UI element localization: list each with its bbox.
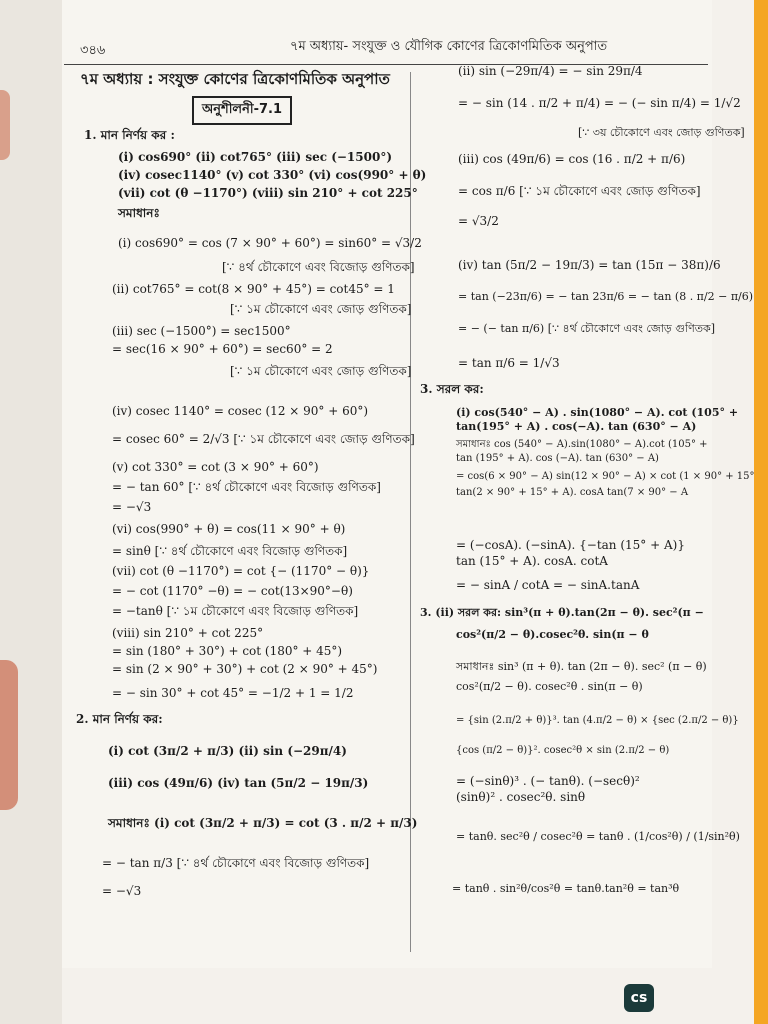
left-line: 2. মান নির্ণয় কর: — [76, 712, 163, 726]
left-line: = −√3 — [112, 500, 152, 514]
right-line: (i) cos(540° − A) . sin(1080° − A). cot (105° + — [456, 406, 739, 419]
left-line: (iii) cos (49π/6) (iv) tan (5π/2 − 19π/3) — [108, 776, 369, 790]
right-line: [∵ ৩য় চৌকোণে এবং জোড় গুণিতক] — [578, 126, 745, 139]
left-line: (i) cot (3π/2 + π/3) (ii) sin (−29π/4) — [108, 744, 347, 758]
right-line: (iv) tan (5π/2 − 19π/3) = tan (15π − 38π)/6 — [458, 258, 721, 272]
camscanner-logo: cs — [624, 984, 654, 1012]
right-line: সমাধানঃ cos (540° − A).sin(1080° − A).cot (105° + — [456, 439, 708, 450]
left-line: (i) cos690° = cos (7 × 90° + 60°) = sin60° = √3/2 — [118, 236, 422, 250]
left-line: = sin (2 × 90° + 30°) + cot (2 × 90° + 45°) — [112, 662, 378, 676]
right-line: = (−sinθ)³ . (− tanθ). (−secθ)² — [456, 774, 640, 788]
right-line: tan(2 × 90° + 15° + A). cosA tan(7 × 90° − A — [456, 487, 689, 498]
right-line: = cos(6 × 90° − A) sin(12 × 90° − A) × cot (1 × 90° + 15° — [456, 471, 755, 482]
right-line: cos²(π/2 − θ). cosec²θ . sin(π − θ) — [456, 680, 643, 693]
right-line: = tanθ . sin²θ/cos²θ = tanθ.tan²θ = tan³θ — [452, 882, 680, 895]
right-line: 3. (ii) সরল কর: sin³(π + θ).tan(2π − θ). sec²(π − — [420, 606, 704, 619]
left-line: (vii) cot (θ −1170°) = cot {− (1170° − θ)} — [112, 564, 370, 578]
page-number: ৩৪৬ — [80, 43, 106, 58]
right-line: {cos (π/2 − θ)}². cosec²θ × sin (2.π/2 − θ) — [456, 745, 670, 756]
right-line: = {sin (2.π/2 + θ)}³. tan (4.π/2 − θ) × {sec (2.π/2 − θ)} — [456, 715, 739, 726]
page-border-strip — [754, 0, 768, 1024]
right-line: = − sinA / cotA = − sinA.tanA — [456, 578, 640, 592]
right-line: (ii) sin (−29π/4) = − sin 29π/4 — [458, 64, 643, 78]
left-line: (viii) sin 210° + cot 225° — [112, 626, 264, 640]
left-line: [∵ ১ম চৌকোণে এবং জোড় গুণিতক] — [230, 302, 412, 316]
left-line: (vi) cos(990° + θ) = cos(11 × 90° + θ) — [112, 522, 346, 536]
left-line: = − cot (1170° −θ) = − cot(13×90°−θ) — [112, 584, 353, 598]
left-line: = cosec 60° = 2/√3 [∵ ১ম চৌকোণে এবং জোড় গুণিতক] — [112, 432, 415, 446]
exercise-label: অনুশীলনী-7.1 — [192, 96, 292, 125]
chapter-title: ৭ম অধ্যায় : সংযুক্ত কোণের ত্রিকোণমিতিক অনুপাত — [80, 70, 390, 88]
left-line: সমাধানঃ (i) cot (3π/2 + π/3) = cot (3 . π/2 + π/3) — [108, 816, 418, 830]
right-line: = (−cosA). (−sinA). {−tan (15° + A)} — [456, 538, 685, 552]
finger — [0, 90, 10, 160]
left-line: (iv) cosec1140° (v) cot 330° (vi) cos(990° + θ) — [118, 168, 427, 182]
right-line: = − sin (14 . π/2 + π/4) = − (− sin π/4) = 1/√2 — [458, 96, 741, 110]
left-line: 1. মান নির্ণয় কর : — [84, 128, 175, 142]
left-line: (v) cot 330° = cot (3 × 90° + 60°) — [112, 460, 319, 474]
left-line: = − tan 60° [∵ ৪র্থ চৌকোণে এবং বিজোড় গুণিতক] — [112, 480, 381, 494]
running-title: ৭ম অধ্যায়- সংযুক্ত ও যৌগিক কোণের ত্রিকোণমিতিক অনুপাত — [290, 39, 608, 54]
left-line: [∵ ১ম চৌকোণে এবং জোড় গুণিতক] — [230, 364, 412, 378]
left-line: সমাধানঃ — [118, 206, 160, 220]
thumb — [0, 660, 18, 810]
right-line: = cos π/6 [∵ ১ম চৌকোণে এবং জোড় গুণিতক] — [458, 184, 701, 198]
left-line: = sin (180° + 30°) + cot (180° + 45°) — [112, 644, 343, 658]
right-line: = tanθ. sec²θ / cosec²θ = tanθ . (1/cos²θ) / (1/sin²θ) — [456, 830, 740, 843]
left-line: [∵ ৪র্থ চৌকোণে এবং বিজোড় গুণিতক] — [222, 260, 415, 274]
left-line: = −√3 — [102, 884, 142, 898]
left-line: (iv) cosec 1140° = cosec (12 × 90° + 60°) — [112, 404, 369, 418]
right-line: = − (− tan π/6) [∵ ৪র্থ চৌকোণে এবং জোড় গুণিতক] — [458, 322, 716, 335]
left-line: (iii) sec (−1500°) = sec1500° — [112, 324, 291, 338]
left-line: = sinθ [∵ ৪র্থ চৌকোণে এবং বিজোড় গুণিতক] — [112, 544, 348, 558]
right-line: tan (15° + A). cosA. cotA — [456, 554, 608, 568]
left-line: = − tan π/3 [∵ ৪র্থ চৌকোণে এবং বিজোড় গুণিতক] — [102, 856, 370, 870]
left-line: = −tanθ [∵ ১ম চৌকোণে এবং বিজোড় গুণিতক] — [112, 604, 359, 618]
left-line: (ii) cot765° = cot(8 × 90° + 45°) = cot45° = 1 — [112, 282, 395, 296]
right-line: (iii) cos (49π/6) = cos (16 . π/2 + π/6) — [458, 152, 686, 166]
right-line: = tan (−23π/6) = − tan 23π/6 = − tan (8 . π/2 − π/6) — [458, 290, 754, 303]
left-line: = sec(16 × 90° + 60°) = sec60° = 2 — [112, 342, 333, 356]
right-line: 3. সরল কর: — [420, 382, 484, 396]
left-line: (vii) cot (θ −1170°) (viii) sin 210° + cot 225° — [118, 186, 418, 200]
right-line: (sinθ)² . cosec²θ. sinθ — [456, 790, 586, 804]
right-line: সমাধানঃ sin³ (π + θ). tan (2π − θ). sec² (π − θ) — [456, 660, 707, 673]
left-line: (i) cos690° (ii) cot765° (iii) sec (−1500°) — [118, 150, 393, 164]
right-line: tan (195° + A). cos (−A). tan (630° − A) — [456, 453, 659, 464]
right-line: = √3/2 — [458, 214, 499, 228]
left-line: = − sin 30° + cot 45° = −1/2 + 1 = 1/2 — [112, 686, 354, 700]
right-line: = tan π/6 = 1/√3 — [458, 356, 560, 370]
right-line: cos²(π/2 − θ).cosec²θ. sin(π − θ — [456, 628, 649, 641]
right-line: tan(195° + A) . cos(−A). tan (630° − A) — [456, 420, 697, 433]
